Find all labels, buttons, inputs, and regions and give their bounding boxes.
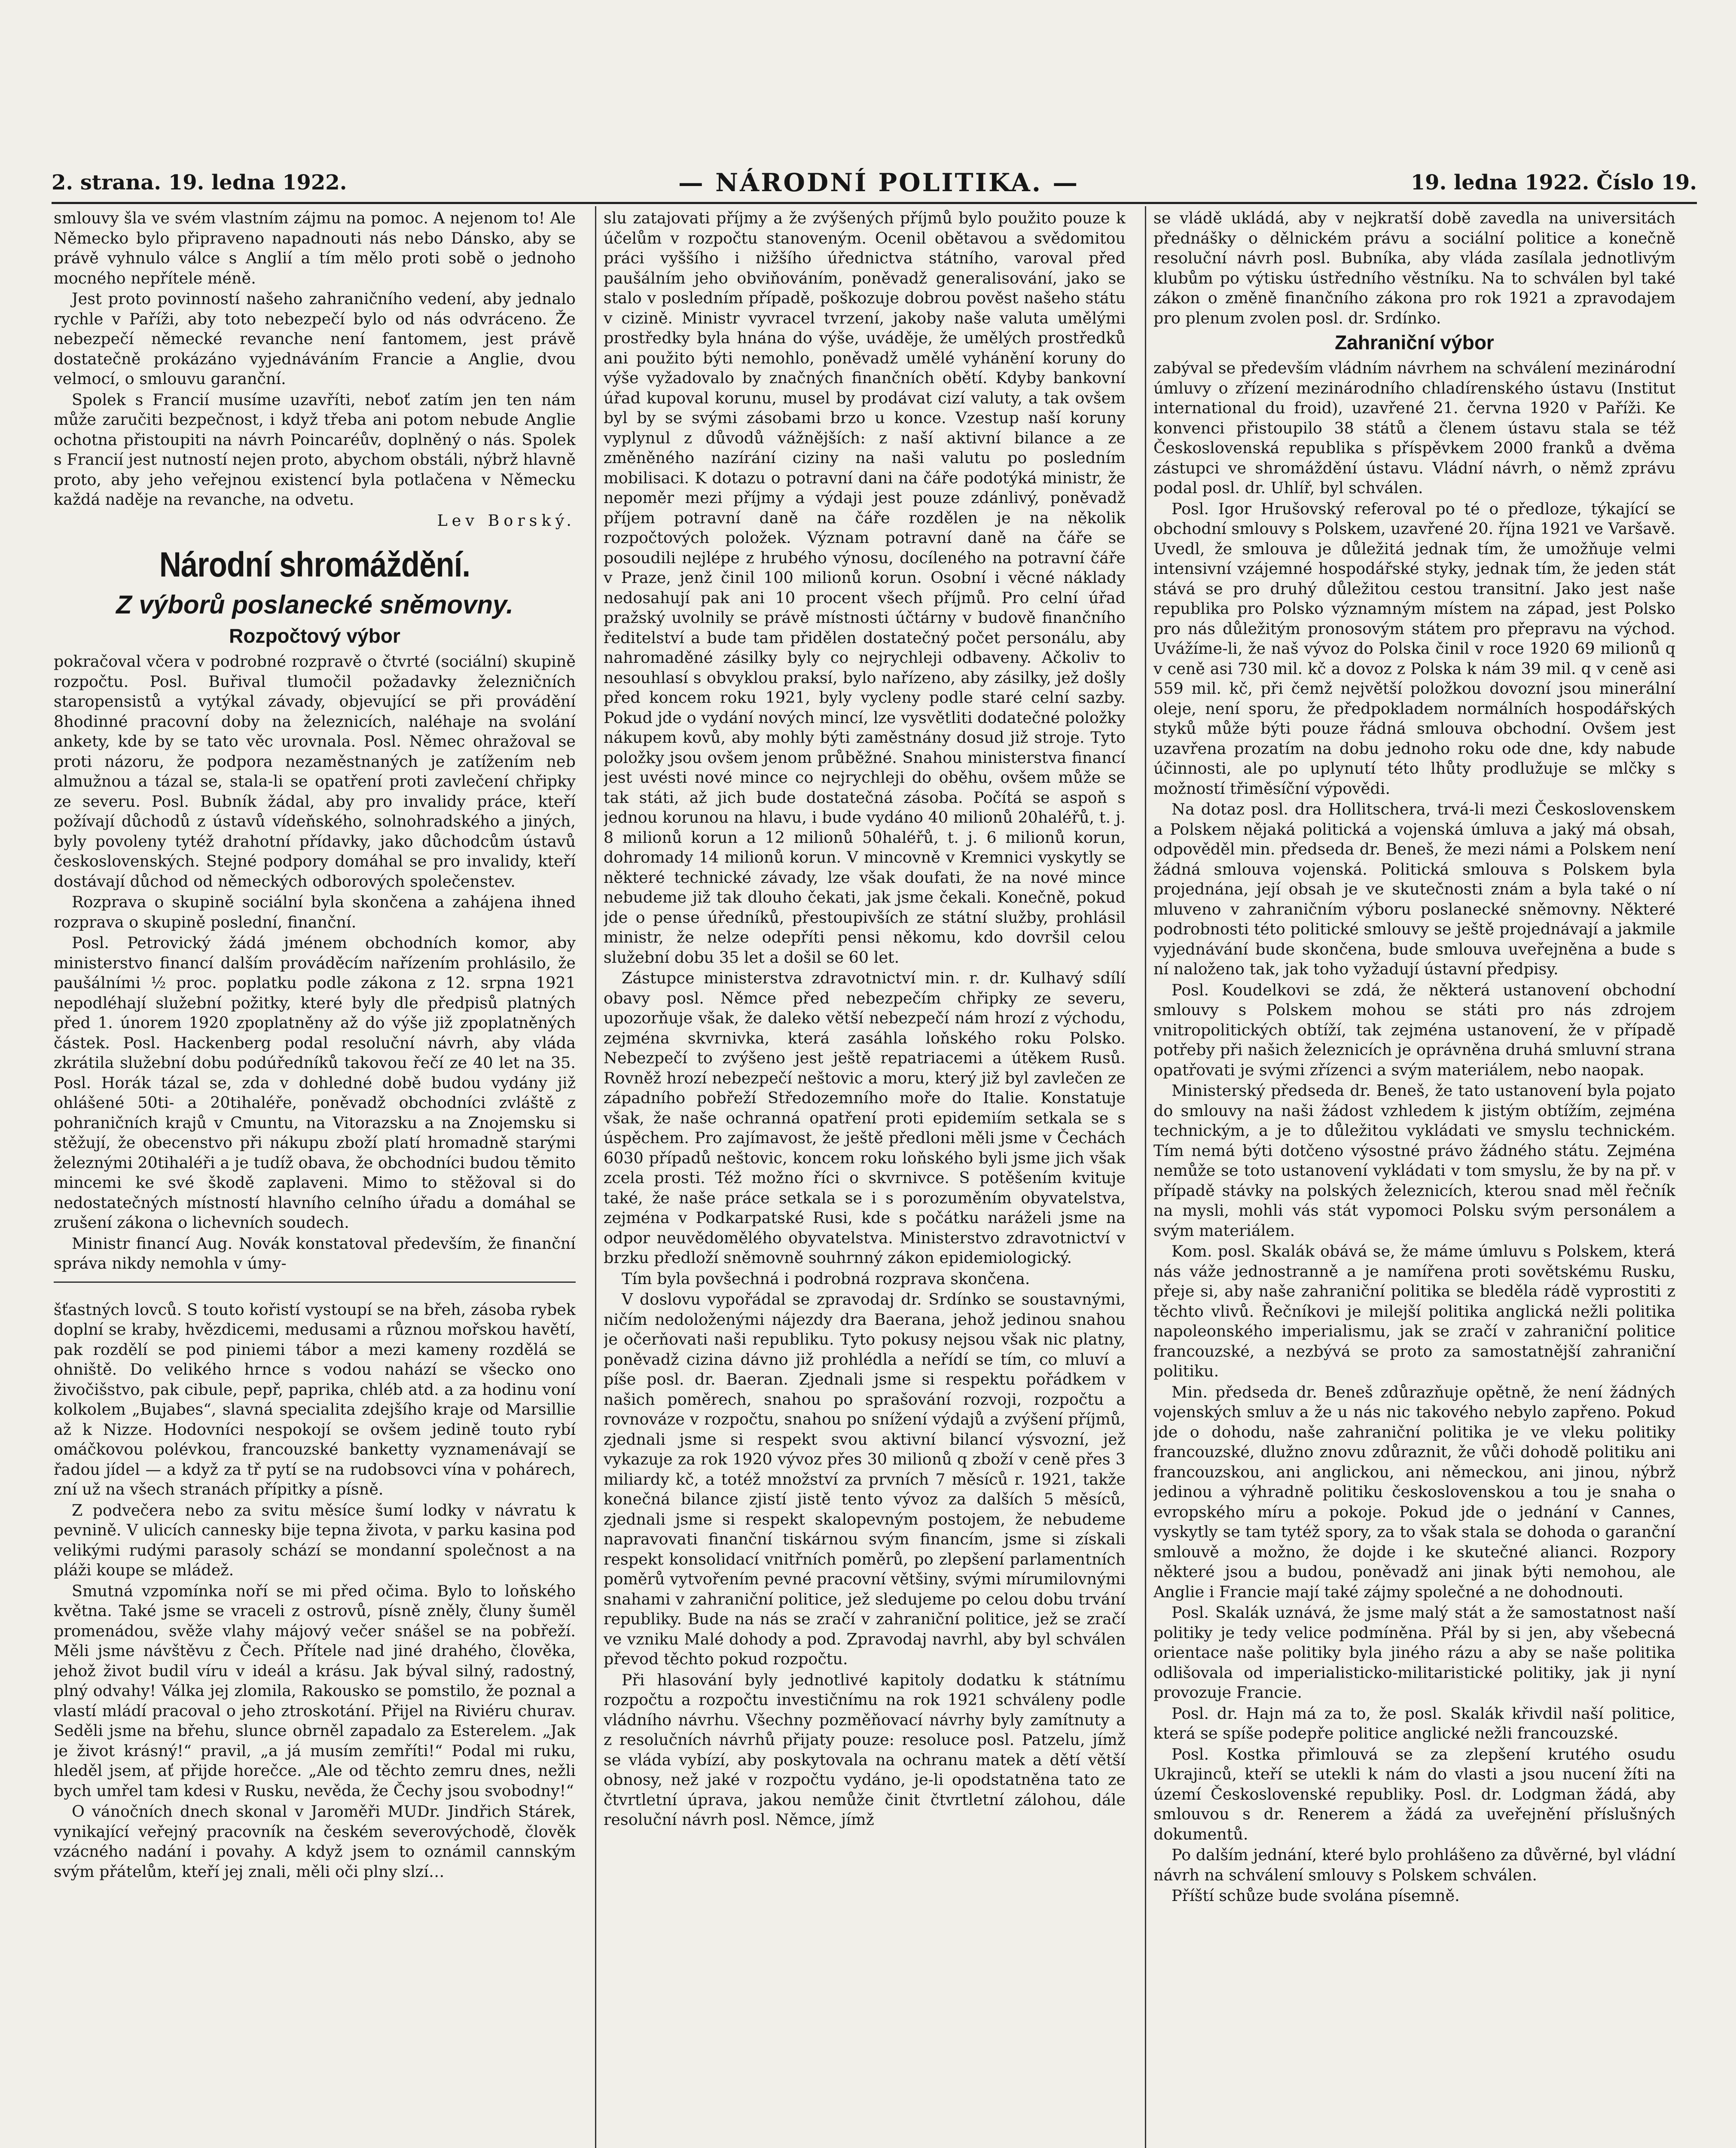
- article-paragraph: Příští schůze bude svolána písemně.: [1172, 1886, 1460, 1905]
- column-divider: [595, 206, 596, 2148]
- committee-heading: Rozpočtový výbor: [229, 625, 400, 647]
- masthead-title: — NÁRODNÍ POLITIKA. —: [678, 168, 1080, 197]
- article-paragraph: Na dotaz posl. dra Hollitschera, trvá-li mezi Československem a Polskem nějaká politická a vojenská úmluva a jaký má obsah, odpověděl min. předseda dr. Beneš, že mezi námi a Polskem není žádná smlouva vojenská. Politická smlouva s Polskem byla projednána, její obsah je ve skutečnosti znám a byla také o ní mluveno v zahraničním výboru poslanecké sněmovny. Některé podrobnosti této politické smlouvy se ještě projednávají a jakmile vyjednávání bude skončena, bude smlouva uveřejněna a bude s ní naloženo tak, jak toho vyžadují ústavní předpisy.: [1153, 800, 1675, 978]
- column-divider: [1145, 206, 1146, 2148]
- article-paragraph: smlouvy šla ve svém vlastním zájmu na pomoc. A nejenom to! Ale Německo bylo připraveno napadnouti nás nebo Dánsko, aby se právě vyhnulo válce s Anglií a tím mělo proti sobě o jednoho mocného nepřítele méně.: [54, 209, 576, 287]
- column-3: [1153, 208, 1675, 2148]
- article-paragraph: Posl. dr. Hajn má za to, že posl. Skalák křivdil naší politice, která se spíše podepře politice anglické nežli francouzské.: [1153, 1704, 1675, 1742]
- article-paragraph: Posl. Koudelkovi se zdá, že některá ustanovení obchodní smlouvy s Polskem mohou se státi pro nás zdrojem vnitropolitických obtíží, tak zejména ustanovení, že v případě potřeby při našich železnicích je oprávněna druhá smluvní strana opatřovati je svými zřízenci a svým materiálem, nebo naopak.: [1153, 980, 1675, 1079]
- article-paragraph: Jest proto povinností našeho zahraničního vedení, aby jednalo rychle v Paříži, aby toto nebezpečí bylo od nás odvráceno. Že nebezpečí německé revanche není fantomem, jest právě dostatečně prokázáno vyjednáváním Francie a Anglie, dvou velmocí, o smlouvu garanční.: [54, 290, 576, 388]
- section-headline: Národní shromáždění.: [159, 545, 470, 584]
- article-paragraph: Posl. Petrovický žádá jménem obchodních komor, aby ministerstvo financí dalším prováděcím nařízením prohlásilo, že paušálními ½ proc. poplatku podle zákona z 12. srpna 1921 nepodléhají služební požitky, které byly dle předpisů platných před 1. únorem 1920 zpoplatněny až do výše již zpoplatněných částek. Posl. Hackenberg podal resoluční návrh, aby vláda zkrátila služební dobu podúředníků takovou řečí ze 40 let na 35. Posl. Horák tázal se, zda v dohledné době budou vydány již ohlášené 50ti- a 20tihaléře, poněvadž obchodníci zvláště z pohraničních krajů v Cmuntu, na Vitorazsku a na Znojemsku si stěžují, že obecenstvo při nákupu zboží platí hromadně starými železnými 20tihaléři a je tudíž obava, že obchodníci budou těmito mincemi ke své škodě zaplaveni. Mimo to stěžoval si do nedostatečných místností hlavního celního úřadu a domáhal se zrušení zákona o lichevních soudech.: [54, 934, 576, 1232]
- section-subheadline: Z výborů poslanecké sněmovny.: [116, 590, 513, 619]
- article-paragraph: se vládě ukládá, aby v nejkratší době zavedla na universitách přednášky o dělnickém právu a sociální politice a konečně resoluční návrh posl. Bubníka, aby vláda zasílala jednotlivým klubům po výtisku ústředního věstníku. Na to schválen byl také zákon o změně finančního zákona pro rok 1921 a zpravodajem pro plenum zvolen posl. dr. Srdínko.: [1153, 209, 1675, 327]
- feuilleton-paragraph: Smutná vzpomínka noří se mi před očima. Bylo to loňského května. Také jsme se vraceli z ostrovů, písně zněly, čluny šuměl promenádou, svěže vlahy májový večer snášel se na pobřeží. Měli jsme návštěvu z Čech. Přítele nad jiné drahého, člověka, jehož život budil víru v ideál a krásu. Jak býval silný, radostný, plný odvahy! Válka jej zlomila, Rakousko se pomstilo, že poznal a vlastí mládí pracoval o jeho ztroskotání. Přijel na Riviéru churav. Seděli jsme na břehu, slunce obrněl zapadalo za Esterelem. „Jak je život krásný!“ pravil, „a já musím zemříti!“ Podal mi ruku, hleděl jsem, ať přijde horečce. „Ale od těchto zemru dnes, nežli bych umřel tam kdesi v Rusku, nevěda, že Čechy jsou svobodny!“: [54, 1581, 576, 1800]
- column-2: [604, 208, 1126, 2148]
- article-paragraph: Ministerský předseda dr. Beneš, že tato ustanovení byla pojato do smlouvy na naši žádost vzhledem k jistým obtížím, zejména technickým, a je to důležitou vykládati ve smyslu technickém. Tím nemá býti dotčeno výsostné právo žádného státu. Zejména nemůže se toto ustanovení vykládati v tom smyslu, že by na př. v případě stávky na polských železnicích, kterou snad měl řečník na mysli, mohli vás stát vypomoci Polsku svým personálem a svým materiálem.: [1153, 1081, 1675, 1240]
- article-paragraph: Zástupce ministerstva zdravotnictví min. r. dr. Kulhavý sdílí obavy posl. Němce před nebezpečím chřipky ze severu, upozorňuje však, že daleko větší nebezpečí nám hrozí z východu, zejména skvrnivka, která zasáhla loňského roku Polsko. Nebezpečí to zvýšeno jest ještě repatriacemi a útěkem Rusů. Rovněž hrozí nebezpečí neštovic a moru, který již byl zavlečen ze západního pobřeží Středozemního moře do Italie. Konstatuje však, že naše ochranná opatření proti epidemiím setkala se s úspěchem. Pro zajímavost, že ještě předloni měli jsme v Čechách 6030 případů neštovic, koncem roku loňského byli jsme jich však zcela prosti. Též možno říci o skvrnivce. S potěšením kvituje také, že naše práce setkala se i s porozuměním obyvatelstva, zejména v Podkarpatské Rusi, kde s počátku naráželi jsme na odpor neuvědomělého obyvatelstva. Ministerstvo zdravotnictví v brzku předloží sněmovně souhrnný zákon epidemiologický.: [604, 969, 1126, 1267]
- feuilleton-paragraph: šťastných lovců. S touto kořistí vystoupí se na břeh, zásoba rybek doplní se kraby, hvězdicemi, medusami a různou mořskou havětí, pak rozdělí se pod piniemi tábor a mezi kameny rozdělá se ohniště. Do velikého hrnce s vodou nahází se všecko ono živočišstvo, pak cibule, pepř, paprika, chléb atd. a za hodinu voní kolkolem „Bujabes“, slavná specialita zdejšího kraje od Marsillie až k Nizze. Hodovníci nespokojí se ovšem jedině touto rybí omáčkovou polévkou, francouzské banketty vyznamenávají se řadou jídel — a když za tř pytí se na rudobsovci vína v pohárech, zní už na všech stranách přípitky a písně.: [54, 1300, 576, 1498]
- article-paragraph: Posl. Kostka přimlouvá se za zlepšení krutého osudu Ukrajinců, kteří se utekli k nám do vlasti a jsou nucení žíti na území Československé republiky. Posl. dr. Lodgman žádá, aby smlouvou s dr. Renerem a žádá za uveřejnění příslušných dokumentů.: [1153, 1745, 1675, 1843]
- article-paragraph: Posl. Skalák uznává, že jsme malý stát a že samostatnost naší politiky je tedy velice podmíněna. Přál by si jen, aby všebecná orientace naše politiky byla jiného rázu a aby se naše politika odlišovala od imperialisticko-militaristické politiky, jak ji nyní provozuje Francie.: [1153, 1603, 1675, 1702]
- article-paragraph: Kom. posl. Skalák obává se, že máme úmluvu s Polskem, která nás váže jednostranně a je namířena proti sovětskému Rusku, přeje si, aby naše zahraniční politika se bleděla rádě vyprostiti z těchto vlivů. Řečníkovi je milejší politika anglická nežli politika napoleonského imperialismu, jak se zračí v zahraniční politice francouzské, a nezbývá se proto za samostatnější zahraniční politiku.: [1153, 1242, 1675, 1380]
- feuilleton-paragraph: O vánočních dnech skonal v Jaroměři MUDr. Jindřich Stárek, vynikající veřejný pracovník na českém severovýchodě, člověk vzácného nadání i povahy. A když jsem to oznámil cannským svým přátelům, kteří jej znali, měli oči plny slzí…: [54, 1802, 576, 1881]
- article-paragraph: Po dalším jednání, které bylo prohlášeno za důvěrné, byl vládní návrh na schválení smlouvy s Polskem schválen.: [1153, 1846, 1675, 1884]
- article-paragraph: Posl. Igor Hrušovský referoval po té o předloze, týkající se obchodní smlouvy s Polskem, uzavřené 20. října 1921 ve Varšavě. Uvedl, že smlouva je důležitá jednak tím, že umožňuje velmi intensivní vzájemné hospodářské styky, jednak tím, že jeden stát stává se pro druhý důležitou cestou transitní. Jako jest naše republika pro Polsko významným místem na západ, jest Polsko pro nás důležitým pronosovým státem pro přepravu na východ. Uvážíme-li, že naš vývoz do Polska činil v roce 1920 69 milionů q v ceně asi 730 mil. kč a dovoz z Polska k nám 39 mil. q v ceně asi 559 mil. kč, při čemž největší položkou dovozní jsou minerální oleje, není sporu, že předpokladem normálních hospodářských styků může býti pouze řádná smlouva obchodní. Ovšem jest uzavřena prozatím na dobu jednoho roku ode dne, kdy nabude účinnosti, ale po uplynutí této lhůty prodlužuje se mlčky s možností třiměsíční výpovědi.: [1153, 499, 1675, 798]
- article-paragraph: Min. předseda dr. Beneš zdůrazňuje opětně, že není žádných vojenských smluv a že u nás nic takového nebylo zapřeno. Pokud jde o dohodu, naše zahraniční politika je ve vleku politiky francouzské, dlužno znovu zdůraznit, že vůči dohodě politiku ani francouzskou, ani anglickou, ani německou, ani jinou, nýbrž jedinou a výhradně politiku československou a tou je snaha o evropského míru a pokoje. Pokud jde o jednání v Cannes, vyskytly se tam tytéž spory, za to však stala se dohoda o garanční smlouvě a možno, že dojde i ke skutečné alianci. Rozpory některé jsou a budou, poněvadž ani jinak býti nemohou, ale Anglie i Francie mají také zájmy společné a ne dohodnouti.: [1153, 1382, 1675, 1601]
- article-paragraph: zabýval se především vládním návrhem na schválení mezinárodní úmluvy o zřízení mezinárodního chladírenského ústavu (Institut international du froid), uzavřené 21. června 1920 v Paříži. Ke konvenci přistoupilo 38 států a členem ústavu stala se též Československá republika s příspěvkem 2000 franků a dvěma zástupci ve shromáždění ústavu. Vládní návrh, o němž zprávu podal posl. dr. Uhlíř, byl schválen.: [1153, 359, 1675, 497]
- author-signature: Lev Borský.: [437, 511, 576, 530]
- article-paragraph: Rozprava o skupině sociální byla skončena a zahájena ihned rozprava o skupině poslední, finanční.: [54, 893, 576, 931]
- article-paragraph: Ministr financí Aug. Novák konstatoval především, že finanční správa nikdy nemohla v úmy-: [54, 1234, 576, 1272]
- header-issue-number: 19. ledna 1922. Číslo 19.: [1410, 171, 1697, 195]
- committee-heading: Zahraniční výbor: [1335, 331, 1494, 354]
- feuilleton-divider: [54, 1281, 576, 1294]
- article-paragraph: slu zatajovati příjmy a že zvýšených příjmů bylo použito pouze k účelům v rozpočtu stanoveným. Ocenil obětavou a svědomitou práci vyššího i nižšího úřednictva státního, varoval před paušálním jeho obviňováním, poněvadž generalisování, jako se stalo v posledním případě, poškozuje dobrou pověst našeho státu v cizině. Ministr vyvracel tvrzení, jakoby naše valuta umělými prostředky byla hnána do výše, uváděje, že umělých prostředků ani použito býti nemohlo, poněvadž umělé vyhánění koruny do výše vyžadovalo by značných finančních obětí. Kdyby bankovní úřad kupoval korunu, musel by prodávat cizí valuty, a tak ovšem byl by se svými zásobami brzo u konce. Vzestup naší koruny vyplynul z důvodů vážnějších: z naší aktivní bilance a ze změněného nazírání ciziny na naši valutu po posledním mobilisaci. K dotazu o potravní dani na čáře podotýká ministr, že nepoměr mezi příjmy a výdaji jest pouze zdánlivý, poněvadž příjem potravní daně na čáře rozdělen je na několik rozpočtových položek. Význam potravní daně na čáře se posoudili nejlépe z hrubého výnosu, docíleného na potravní čáře v Praze, jenž činil 100 milionů korun. Osobní i věcné náklady nedosahují pak ani 10 procent všech příjmů. Pro celní úřad pražský uvolnily se právě místnosti účtárny v budově finančního ředitelství a bude tam přidělen dostatečný počet personálu, aby nahromaděné zásilky byly co nejrychleji odbaveny. Ačkoliv to nesouhlasí s obvyklou praksí, bylo nařízeno, aby zásilky, jež došly před koncem roku 1921, byly vycleny podle staré celní sazby. Pokud jde o vydání nových mincí, lze vysvětliti dodatečné položky nákupem kovů, aby mohly býti zaměstnány dosud již stroje. Tyto položky jsou ovšem jenom průběžné. Snahou ministerstva financí jest uvésti nové mince co nejrychleji do oběhu, ovšem může se tak státi, až jich bude dostatečná zásoba. Počítá se aspoň s jednou korunou na hlavu, i bude vydáno 40 milionů 20haléřů, t. j. 8 milionů korun a 12 milionů 50haléřů, t. j. 6 milionů korun, dohromady 14 milionů korun. V mincovně v Kremnici vyskytly se některé technické závady, lze však doufati, že na nové mince nebudeme již tak dlouho čekati, jak jsme čekali. Konečně, pokud jde o pense úředníků, přestoupivších ze státní služby, prohlásil ministr, že nelze odepříti pensi někomu, kdo dovršil celou služební dobu 35 let a došil se 60 let.: [604, 209, 1126, 967]
- page-header: [52, 165, 1697, 200]
- article-paragraph: pokračoval včera v podrobné rozpravě o čtvrté (sociální) skupině rozpočtu. Posl. Buřival tlumočil požadavky železničních staropensistů a vytýkal závady, objevující se při provádění 8hodinné pracovní doby na železnicích, naléhaje na svolání ankety, kde by se tato věc urovnala. Posl. Němec ohražoval se proti názoru, že podpora nezaměstnaných je zatížením neb almužnou a tázal se, stala-li se opatření proti zavlečení chřipky ze severu. Posl. Bubník žádal, aby pro invalidy práce, kteří požívají důchodů z ústavů vídeňského, solnohradského a jiných, byly povoleny tytéž drahotní přídavky, jako důchodcům ústavů československých. Stejné podpory domáhal se pro invalidy, kteří dostávají důchod od německých odborových společenstev.: [54, 652, 576, 891]
- header-page-date: 2. strana. 19. ledna 1922.: [52, 171, 347, 195]
- article-paragraph: Spolek s Francií musíme uzavříti, neboť zatím jen ten nám může zaručiti bezpečnost, i když třeba ani potom nebude Anglie ochotna přistoupiti na návrh Poincaréův, doplněný o nás. Spolek s Francií jest nutností nejen proto, abychom obstáli, nýbrž hlavně proto, aby jeho veřejnou existencí byla potlačena v Německu každá naděje na revanche, na odvetu.: [54, 390, 576, 509]
- article-paragraph: V doslovu vypořádal se zpravodaj dr. Srdínko se soustavnými, ničím nedoloženými nájezdy dra Baerana, jehož jedinou snahou je očerňovati naši republiku. Tyto pokusy nejsou však nic platny, poněvadž cizina dávno již prohlédla a neřídí se tím, co mluví a píše posl. dr. Baeran. Zjednali jsme si respektu pořádkem v našich poměrech, snahou po sprašování rozvoji, rozpočtu a rovnováze v rozpočtu, snahou po snížení výdajů a zvýšení příjmů, zjednali jsme si respekt svou aktivní bilancí výsvozní, jež vykazuje za rok 1920 vývoz přes 30 milionů q zboží v ceně přes 3 miliardy kč, a totéž množství za prvních 7 měsíců r. 1921, takže konečná bilance zjistí jistě tento vývoz za dalších 5 měsíců, zjednali jsme si respekt skalopevným postojem, že nebudeme napravovati finanční tiskárnou svým financím, jsme si získali respekt konsolidací vnitřních poměrů, po zlepšení parlamentních poměrů vytvořením pevné pracovní většiny, svými mírumilovnými snahami v zahraniční politice, jež sledujeme po celou dobu trvání republiky. Bude na nás se zračí v zahraniční politice, jež se zračí ve vzniku Malé dohody a pod. Zpravodaj navrhl, aby byl schválen převod těchto pokud rozpočtu.: [604, 1290, 1126, 1668]
- article-paragraph: Při hlasování byly jednotlivé kapitoly dodatku k státnímu rozpočtu a rozpočtu investičnímu na rok 1921 schváleny podle vládního návrhu. Všechny pozměňovací návrhy byly zamítnuty a z resolučních návrhů přijaty pouze: resoluce posl. Patzelu, jímž se vláda vybízí, aby poskytovala na ochranu matek a dětí větší obnosy, než jaké v rozpočtu vydáno, je-li opodstatněna tato ze čtvrtletní úprava, jakou nemůže činit čtvrtletní zálohou, dále resoluční návrh posl. Němce, jímž: [604, 1670, 1126, 1829]
- header-rule: [52, 202, 1697, 204]
- article-paragraph: Tím byla povšechná i podrobná rozprava skončena.: [622, 1269, 1030, 1288]
- feuilleton-paragraph: Z podvečera nebo za svitu měsíce šumí lodky v návratu k pevnině. V ulicích cannesky bije tepna života, v parku kasina pod velikými rudými parasoly schází se mondanní společnost a na pláži koupe se mládež.: [54, 1501, 576, 1579]
- column-1: [54, 208, 576, 2148]
